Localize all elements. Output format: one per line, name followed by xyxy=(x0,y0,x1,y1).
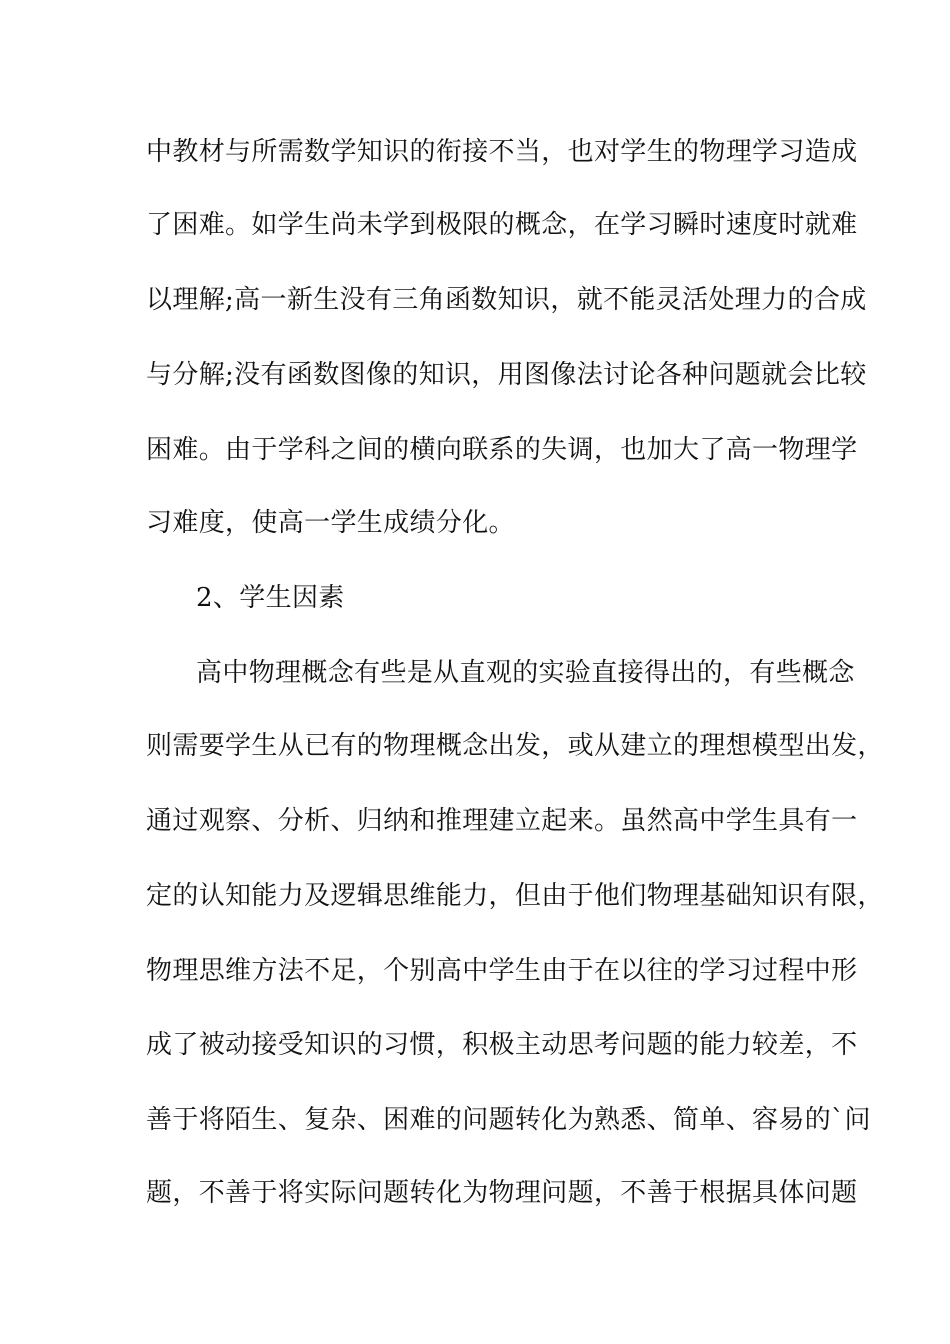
paragraph-line: 习难度，使高一学生成绩分化。 xyxy=(146,508,515,538)
paragraph-line: 题，不善于将实际问题转化为物理问题，不善于根据具体问题 xyxy=(146,1178,858,1208)
section-heading: 2、学生因素 xyxy=(196,583,345,613)
paragraph-line: 成了被动接受知识的习惯，积极主动思考问题的能力较差，不 xyxy=(146,1030,858,1060)
paragraph-line: 则需要学生从已有的物理概念出发，或从建立的理想模型出发， xyxy=(146,731,884,761)
paragraph-line: 通过观察、分析、归纳和推理建立起来。虽然高中学生具有一 xyxy=(146,806,858,836)
paragraph-line: 以理解;高一新生没有三角函数知识，就不能灵活处理力的合成 xyxy=(146,285,867,315)
paragraph-line: 善于将陌生、复杂、困难的问题转化为熟悉、简单、容易的`问 xyxy=(146,1105,871,1135)
paragraph-line: 定的认知能力及逻辑思维能力，但由于他们物理基础知识有限， xyxy=(146,881,884,911)
paragraph-line: 物理思维方法不足，个别高中学生由于在以往的学习过程中形 xyxy=(146,956,858,986)
paragraph-line: 与分解;没有函数图像的知识，用图像法讨论各种问题就会比较 xyxy=(146,360,867,390)
paragraph-line: 了困难。如学生尚未学到极限的概念，在学习瞬时速度时就难 xyxy=(146,210,858,240)
paragraph-line: 高中物理概念有些是从直观的实验直接得出的，有些概念 xyxy=(196,658,855,688)
paragraph-line: 困难。由于学科之间的横向联系的失调，也加大了高一物理学 xyxy=(146,435,858,465)
paragraph-line: 中教材与所需数学知识的衔接不当，也对学生的物理学习造成 xyxy=(146,137,858,167)
